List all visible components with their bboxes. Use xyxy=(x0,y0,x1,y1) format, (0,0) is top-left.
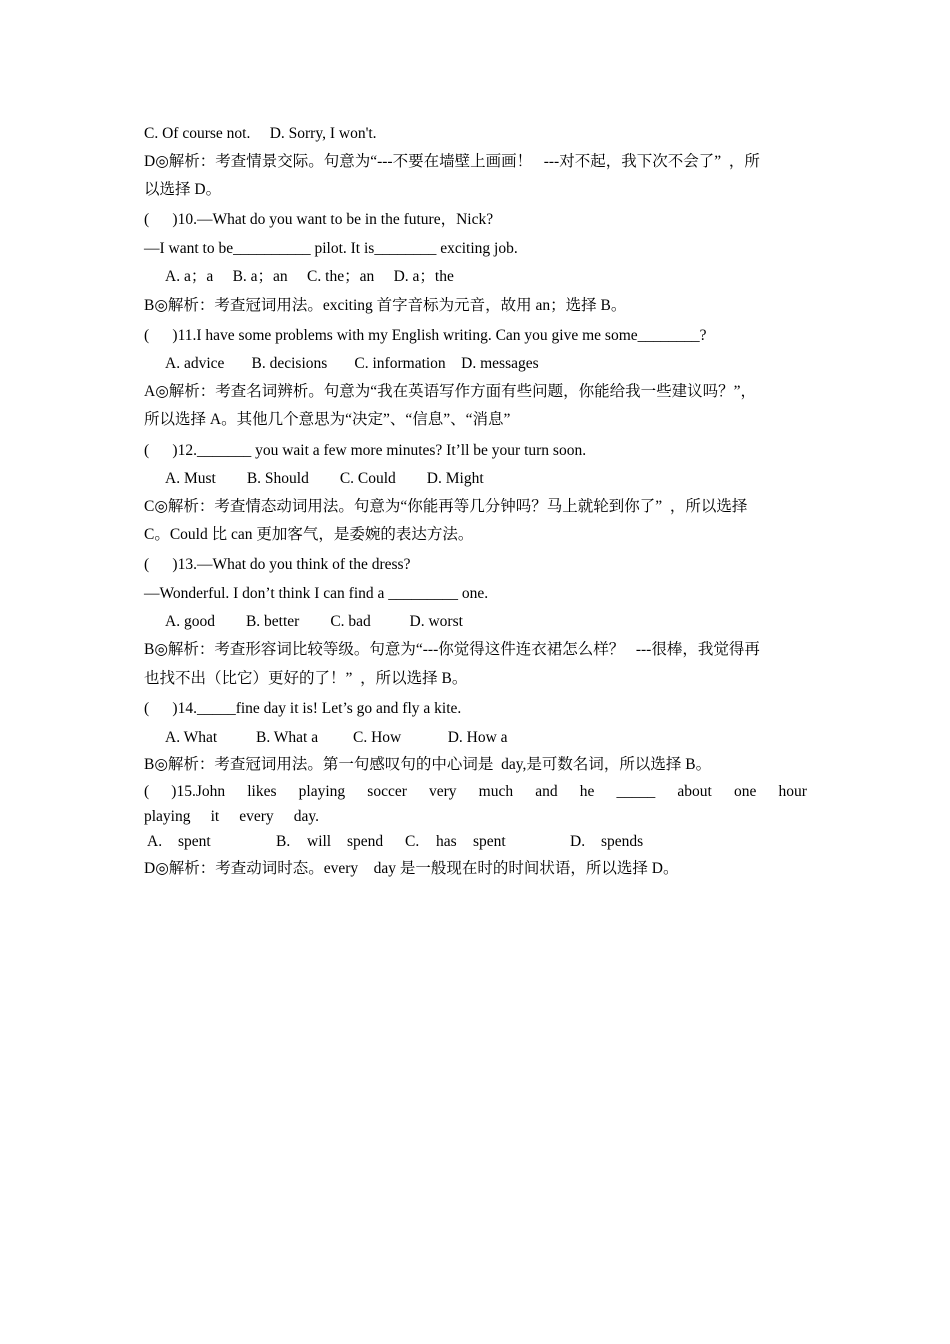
q15-explanation: D◎解析：考查动词时态。every day 是一般现在时的时间状语，所以选择 D。 xyxy=(144,860,679,877)
q10-stem-line2: —I want to be__________ pilot. It is________ exciting job. xyxy=(144,240,518,257)
q15-option-text: spends xyxy=(601,833,644,850)
q15-word: every xyxy=(239,808,274,825)
q15-option-label: D. xyxy=(570,833,586,850)
q13-stem: ( )13.—What do you think of the dress? xyxy=(144,556,411,573)
q15-option-text: spent xyxy=(473,833,506,850)
q15-word: and xyxy=(535,783,558,800)
q13-stem-line2: —Wonderful. I don’t think I can find a _________ one. xyxy=(144,585,489,602)
q15-word: much xyxy=(478,783,514,800)
q15-option-label: B. xyxy=(276,833,291,850)
q14-explanation: B◎解析：考查冠词用法。第一句感叹句的中心词是 day,是可数名词，所以选择 B。 xyxy=(144,756,712,773)
q10-explanation: B◎解析：考查冠词用法。exciting 首字音标为元音，故用 an；选择 B。 xyxy=(144,297,627,314)
q11-options: A. advice B. decisions C. information D. messages xyxy=(165,355,539,372)
q15-option-text: has xyxy=(436,833,457,850)
q15-word: )15.John xyxy=(171,783,226,800)
q11-stem: ( )11.I have some problems with my English writing. Can you give me some________? xyxy=(144,327,707,344)
q15-option-text: spend xyxy=(347,833,384,850)
q15-word: very xyxy=(429,783,457,800)
q12-stem: ( )12._______ you wait a few more minutes? It’ll be your turn soon. xyxy=(144,442,587,459)
q15-word: playing xyxy=(144,808,191,825)
q10-stem: ( )10.—What do you want to be in the future，Nick? xyxy=(144,211,494,228)
q14-options: A. What B. What a C. How D. How a xyxy=(165,729,508,746)
q9-explanation-line2: 以选择 D。 xyxy=(144,181,222,198)
q15-word: about xyxy=(677,783,712,800)
q15-stem xyxy=(144,782,807,802)
q9-explanation-line1: D◎解析：考查情景交际。句意为“---不要在墙壁上画画！ ---对不起，我下次不会了” ，所 xyxy=(144,153,760,170)
q15-word: playing xyxy=(298,783,346,800)
q10-options: A. a；a B. a；an C. the；an D. a；the xyxy=(165,268,454,285)
q13-explanation-line2: 也找不出（比它）更好的了！” ，所以选择 B。 xyxy=(144,670,468,687)
q15-word: soccer xyxy=(367,783,407,800)
q11-explanation-line1: A◎解析：考查名词辨析。句意为“我在英语写作方面有些问题，你能给我一些建议吗？”， xyxy=(144,383,756,400)
q15-word: ( xyxy=(144,783,150,800)
q15-word: one xyxy=(733,783,757,800)
q13-options: A. good B. better C. bad D. worst xyxy=(165,613,463,630)
q15-option-label: C. xyxy=(405,833,420,850)
q15-option-label: A. xyxy=(147,833,163,850)
q14-stem: ( )14._____fine day it is! Let’s go and fly a kite. xyxy=(144,700,462,717)
q15-option-text: will xyxy=(307,833,332,850)
q15-word: day. xyxy=(293,808,319,825)
q15-blank: _____ xyxy=(616,783,656,800)
q15-word: it xyxy=(210,808,220,825)
q13-explanation-line1: B◎解析：考查形容词比较等级。句意为“---你觉得这件连衣裙怎么样？ ---很棒，我觉得再 xyxy=(144,641,760,658)
q15-word: hour xyxy=(778,783,807,800)
q15-word: he xyxy=(579,783,595,800)
q9-options-line: C. Of course not. D. Sorry, I won't. xyxy=(144,125,377,142)
q12-options: A. Must B. Should C. Could D. Might xyxy=(165,470,484,487)
q12-explanation-line2: C。Could 比 can 更加客气，是委婉的表达方法。 xyxy=(144,526,474,543)
q12-explanation-line1: C◎解析：考查情态动词用法。句意为“你能再等几分钟吗？马上就轮到你了” ，所以选择 xyxy=(144,498,748,515)
q15-option-text: spent xyxy=(178,833,211,850)
q15-stem-line2 xyxy=(144,807,319,827)
q15-word: likes xyxy=(247,783,277,800)
q11-explanation-line2: 所以选择 A。其他几个意思为“决定”、“信息”、“消息” xyxy=(144,411,511,428)
